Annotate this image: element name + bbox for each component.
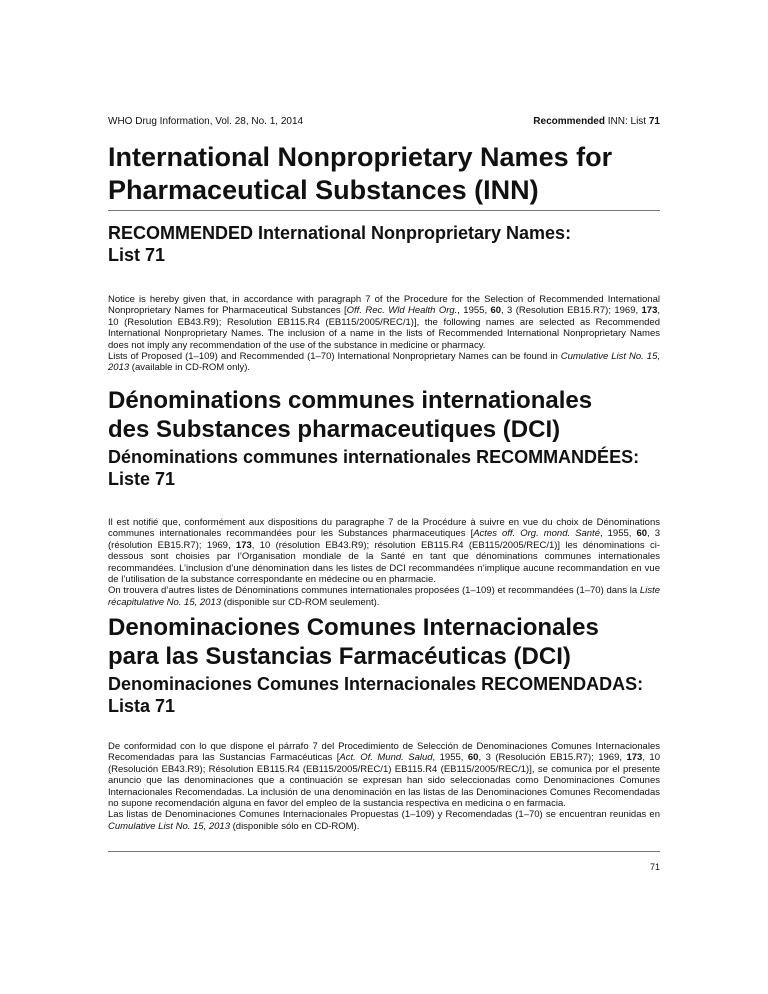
english-paragraph-2: Lists of Proposed (1–109) and Recommended (1–70) International Nonproprietary Names can be found in Cumulative List No. 15, 2013 (available in CD-ROM only). — [108, 351, 660, 374]
footer-divider — [108, 851, 660, 852]
spanish-heading: Denominaciones Comunes Internacionales RECOMENDADAS: Lista 71 — [108, 674, 644, 716]
english-heading: RECOMMENDED International Nonproprietary Names: List 71 — [108, 223, 572, 265]
page-number: 71 — [649, 862, 660, 872]
journal-citation: WHO Drug Information, Vol. 28, No. 1, 2014 — [108, 116, 304, 127]
running-header — [108, 116, 660, 130]
french-notice — [108, 517, 660, 608]
english-paragraph-1: Notice is hereby given that, in accordance with paragraph 7 of the Procedure for the Selection of Recommended International Nonproprietary Names for Pharmaceutical Substances [Off. Rec. Wld Health Org., 1955, 60, 3 (Resolution EB15.R7); 1969, 173, 10 (Resolution EB43.R9); Resolution EB115.R4 (EB115/2005/REC/1)], the following names are selected as Recommended International Nonproprietary Names. The inclusion of a name in the lists of Recommended International Nonproprietary Names does not imply any recommendation of the use of the substance in medicine or pharmacy. — [108, 294, 660, 351]
spanish-paragraph-1: De conformidad con lo que dispone el párrafo 7 del Procedimiento de Selección de Denominaciones Comunes Internacionales Recomendadas para las Sustancias Farmacéuticas [Act. Of. Mund. Salud, 1955, 60, 3 (Resolución EB15.R7); 1969, 173, 10 (Resolución EB43.R9); Résolution EB115.R4 (EB115/2005/REC/1) EB115.R4 (EB115/2005/REC/1)], se comunica por el presente anuncio que las denominaciones que a continuación se expresan han sido seleccionadas como Denominaciones Comunes Internacionales Recomendadas. La inclusión de una denominación en las listas de las Denominaciones Comunes Recomendadas no supone recomendación alguna en favor del empleo de la sustancia respectiva en medicina o en farmacia. — [108, 741, 660, 810]
french-heading: Dénominations communes internationales RECOMMANDÉES: Liste 71 — [108, 447, 640, 489]
page-title: International Nonproprietary Names for Pharmaceutical Substances (INN) — [108, 142, 613, 205]
spanish-notice — [108, 741, 660, 832]
french-paragraph-2: On trouvera d’autres listes de Dénominations communes internationales proposées (1–109) et recommandées (1–70) dans la Liste récapitulative No. 15, 2013 (disponible sur CD-ROM seulement). — [108, 585, 660, 608]
title-divider — [108, 210, 660, 211]
spanish-title: Denominaciones Comunes Internacionales para las Sustancias Farmacéuticas (DCI) — [108, 614, 599, 670]
french-paragraph-1: Il est notifié que, conformément aux dispositions du paragraphe 7 de la Procédure à suivre en vue du choix de Dénominations communes internationales recommandées pour les Substances pharmaceutiques [Actes off. Org. mond. Santé, 1955, 60, 3 (résolution EB15.R7); 1969, 173, 10 (résolution EB43.R9); résolution EB115.R4 (EB115/2005/REC/1)] les dénominations ci-dessous sont choisies par l’Organisation mondiale de la Santé en tant que dénominations communes internationales recommandées. L’inclusion d’une dénomination dans les listes de DCI recommandées n’implique aucune recommandation en vue de l’utilisation de la substance correspondante en médecine ou en pharmacie. — [108, 517, 660, 586]
list-label: Recommended INN: List 71 — [533, 116, 660, 127]
french-title: Dénominations communes internationales des Substances pharmaceutiques (DCI) — [108, 387, 593, 443]
english-notice — [108, 294, 660, 374]
spanish-paragraph-2: Las listas de Denominaciones Comunes Internacionales Propuestas (1–109) y Recomendadas (1–70) se encuentran reunidas en Cumulative List No. 15, 2013 (disponible sólo en CD-ROM). — [108, 809, 660, 832]
